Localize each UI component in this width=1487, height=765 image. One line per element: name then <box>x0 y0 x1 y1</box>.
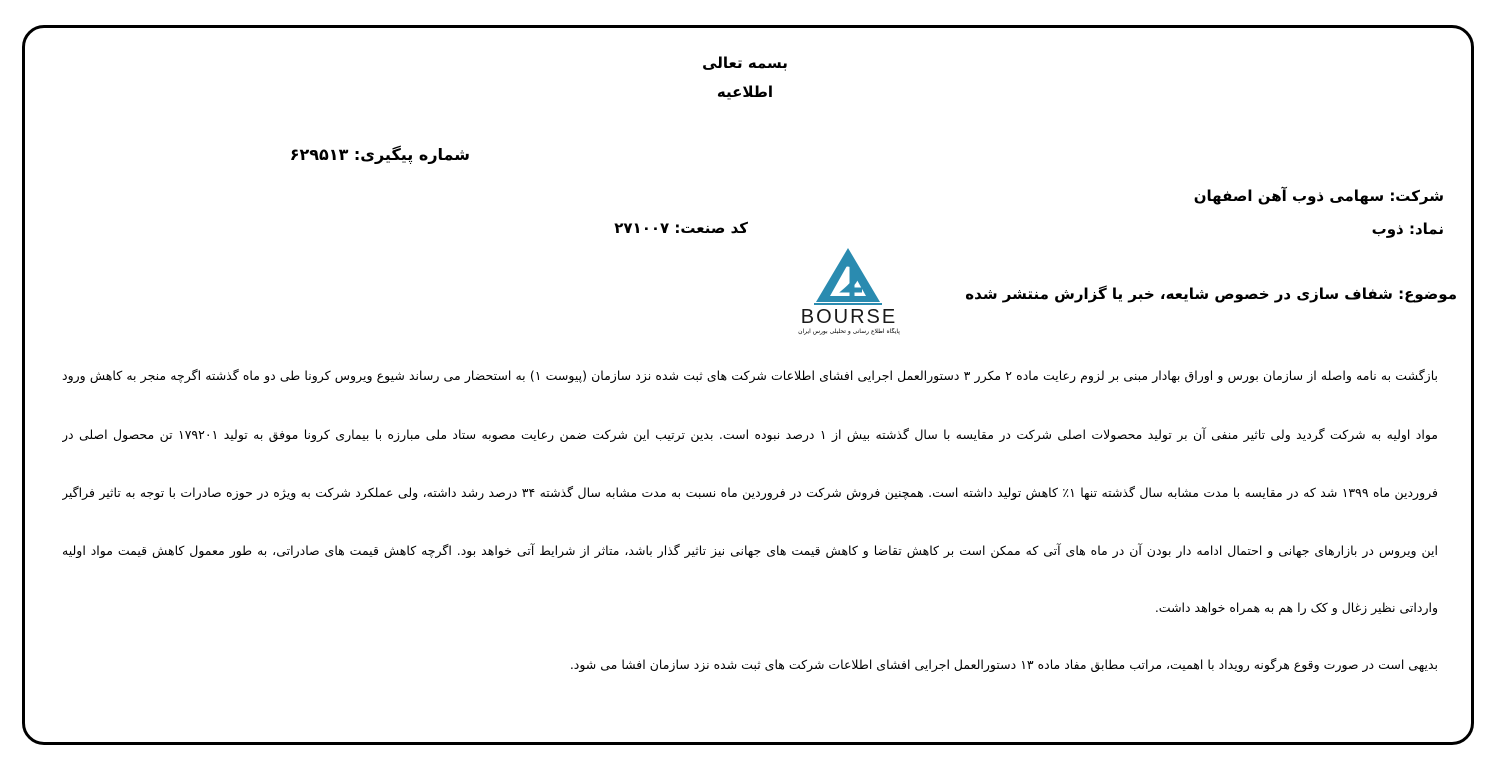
industry-code-label: کد صنعت: <box>674 219 748 237</box>
subject-label: موضوع: <box>1398 285 1457 303</box>
industry-code <box>614 219 748 237</box>
tracking-number-value: ۶۲۹۵۱۳ <box>289 145 349 164</box>
symbol <box>1372 220 1444 238</box>
bourse-wordmark: BOURSE <box>800 306 898 328</box>
body-line-2: مواد اولیه به شرکت گردید ولی تاثیر منفی آن بر تولید محصولات اصلی شرکت در مقایسه با سال گذشته بیش از ۱ درصد نبوده است. بدین ترتیب این شرکت ضمن رعایت مصوبه ستاد ملی مبارزه با بیماری کرونا موفق به تولید ۱۷۹۲۰۱ تن محصول اصلی در <box>62 427 1438 442</box>
tracking-number <box>290 145 470 164</box>
company-value: سهامی ذوب آهن اصفهان <box>1193 187 1385 205</box>
page-title: اطلاعیه <box>716 83 774 101</box>
body-line-1: بازگشت به نامه واصله از سازمان بورس و اوراق بهادار مبنی بر لزوم رعایت ماده ۲ مکرر ۳ دستورالعمل اجرایی افشای اطلاعات شرکت های ثبت شده نزد سازمان (پیوست ۱) به استحضار می رساند شیوع ویروس کرونا طی دو ماه گذشته اگرچه منجر به کاهش ورود <box>62 368 1438 383</box>
symbol-value: ذوب <box>1371 220 1404 238</box>
tracking-number-label: شماره پیگیری: <box>353 145 470 164</box>
bourse-logo-icon <box>790 240 908 340</box>
symbol-label: نماد: <box>1408 220 1444 238</box>
industry-code-value: ۲۷۱۰۰۷ <box>614 219 670 237</box>
bourse-tagline: پایگاه اطلاع رسانی و تحلیلی بورس ایران <box>798 328 900 335</box>
company-label: شرکت: <box>1389 187 1444 205</box>
body-line-3: فروردین ماه ۱۳۹۹ شد که در مقایسه با مدت مشابه سال گذشته تنها ۱٪ کاهش تولید داشته است. همچنین فروش شرکت در فروردین ماه نسبت به مدت مشابه سال گذشته ۳۴ درصد رشد داشته، ولی عملکرد شرکت به ویژه در حوزه صادرات با توجه به تاثیر فراگیر <box>62 485 1438 500</box>
document-frame <box>22 25 1474 745</box>
body-line-4: این ویروس در بازارهای جهانی و احتمال ادامه دار بودن آن در ماه های آتی که ممکن است بر کاهش تقاضا و کاهش قیمت های جهانی نیز تاثیر گذار باشد، متاثر از شرایط آتی خواهد بود. اگرچه کاهش قیمت های صادراتی، به طور معمول کاهش قیمت مواد اولیه <box>62 543 1438 558</box>
subject-value: شفاف سازی در خصوص شایعه، خبر یا گزارش منتشر شده <box>965 285 1393 303</box>
closing-paragraph: بدیهی است در صورت وقوع هرگونه رویداد با اهمیت، مراتب مطابق مفاد ماده ۱۳ دستورالعمل اجرایی افشای اطلاعات شرکت های ثبت شده نزد سازمان افشا می شود. <box>569 657 1438 672</box>
company-name <box>1194 187 1444 205</box>
body-line-5: وارداتی نظیر زغال و کک را هم به همراه خواهد داشت. <box>1154 600 1438 615</box>
subject <box>965 285 1457 303</box>
basmala-heading: بسمه تعالی <box>702 54 788 72</box>
